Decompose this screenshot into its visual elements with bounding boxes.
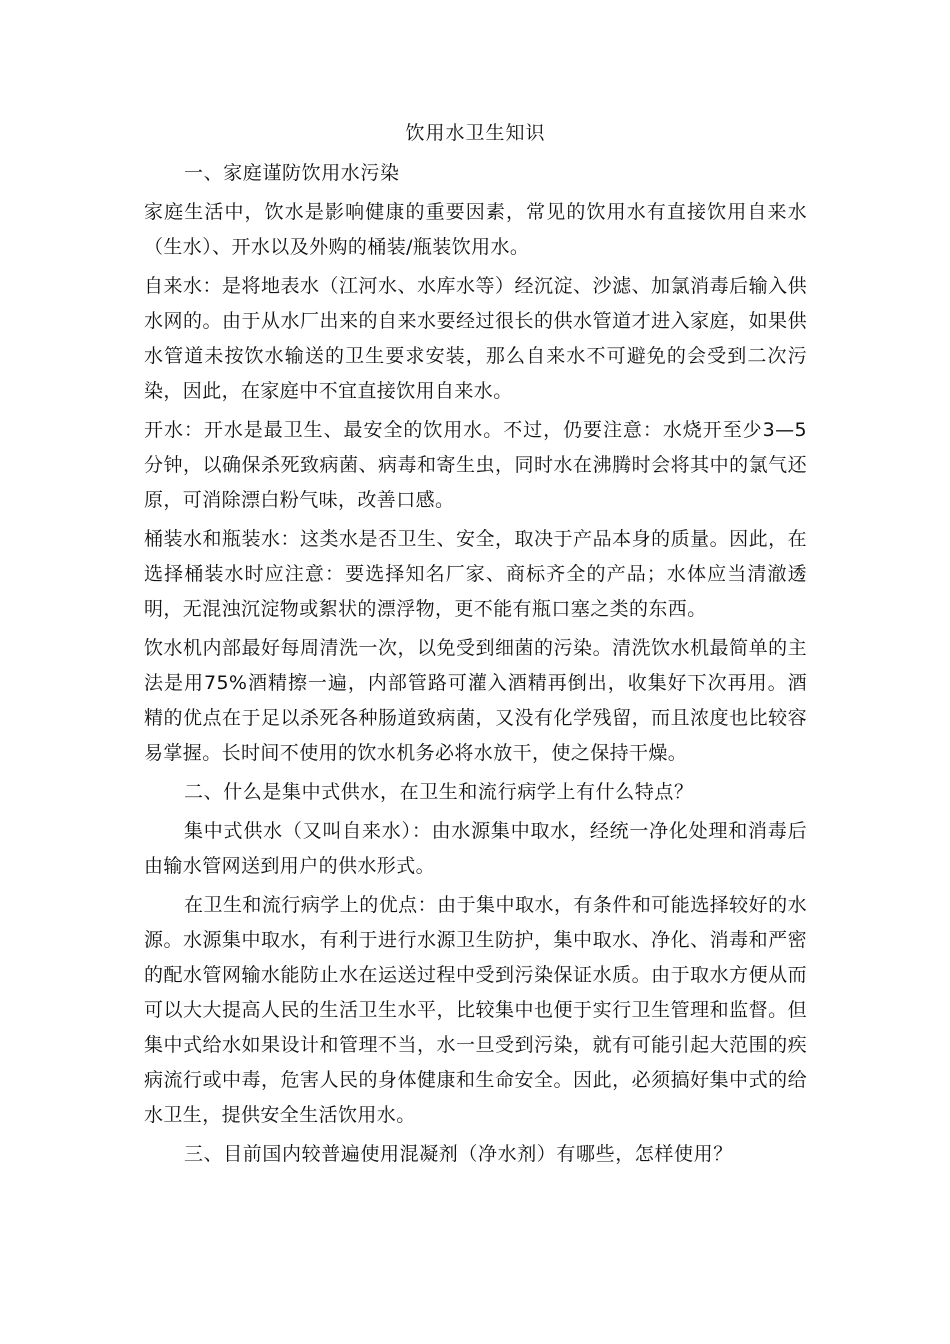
section-heading-3: 三、目前国内较普遍使用混凝剂（净水剂）有哪些，怎样使用？	[184, 1143, 733, 1165]
paragraph-centralized-supply-advantages: 在卫生和流行病学上的优点：由于集中取水，有条件和可能选择较好的水源。水源集中取水，有利于进行水源卫生防护，集中取水、净化、消毒和严密的配水管网输水能防止水在运送过程中受到污染保证水质。由于取水方便从而可以大大提高人民的生活卫生水平，比较集中也便于实行卫生管理和监督。但集中式给水如果设计和管理不当，水一旦受到污染，就有可能引起大范围的疾病流行或中毒，危害人民的身体健康和生命安全。因此，必须搞好集中式的给水卫生，提供安全生活饮用水。	[144, 894, 807, 1126]
paragraph-bottled-water: 桶装水和瓶装水：这类水是否卫生、安全，取决于产品本身的质量。因此，在选择桶装水时应注意：要选择知名厂家、商标齐全的产品；水体应当清澈透明，无混浊沉淀物或絮状的漂浮物，更不能有瓶口塞之类的东西。	[144, 528, 807, 620]
paragraph-centralized-supply-definition: 集中式供水（又叫自来水）：由水源集中取水，经统一净化处理和消毒后由输水管网送到用户的供水形式。	[144, 820, 807, 877]
section-heading-1: 一、家庭谨防饮用水污染	[184, 162, 400, 184]
document-body	[144, 116, 807, 1176]
section-heading-2: 二、什么是集中式供水，在卫生和流行病学上有什么特点？	[184, 781, 694, 803]
document-title: 饮用水卫生知识	[405, 122, 546, 144]
paragraph-water-dispenser: 饮水机内部最好每周清洗一次，以免受到细菌的污染。清洗饮水机最简单的主法是用75%酒精擦一遍，内部管路可灌入酒精再倒出，收集好下次再用。酒精的优点在于足以杀死各种肠道致病菌，又没有化学残留，而且浓度也比较容易掌握。长时间不使用的饮水机务必将水放干，使之保持干燥。	[144, 637, 807, 764]
paragraph-tap-water: 自来水：是将地表水（江河水、水库水等）经沉淀、沙滤、加氯消毒后输入供水网的。由于从水厂出来的自来水要经过很长的供水管道才进入家庭，如果供水管道未按饮水输送的卫生要求安装，那么自来水不可避免的会受到二次污染，因此，在家庭中不宜直接饮用自来水。	[144, 275, 807, 402]
paragraph-family-drinking-water: 家庭生活中，饮水是影响健康的重要因素，常见的饮用水有直接饮用自来水（生水）、开水以及外购的桶装/瓶装饮用水。	[144, 201, 807, 258]
paragraph-boiled-water: 开水：开水是最卫生、最安全的饮用水。不过，仍要注意：水烧开至少3—5分钟，以确保杀死致病菌、病毒和寄生虫，同时水在沸腾时会将其中的氯气还原，可消除漂白粉气味，改善口感。	[144, 419, 807, 511]
